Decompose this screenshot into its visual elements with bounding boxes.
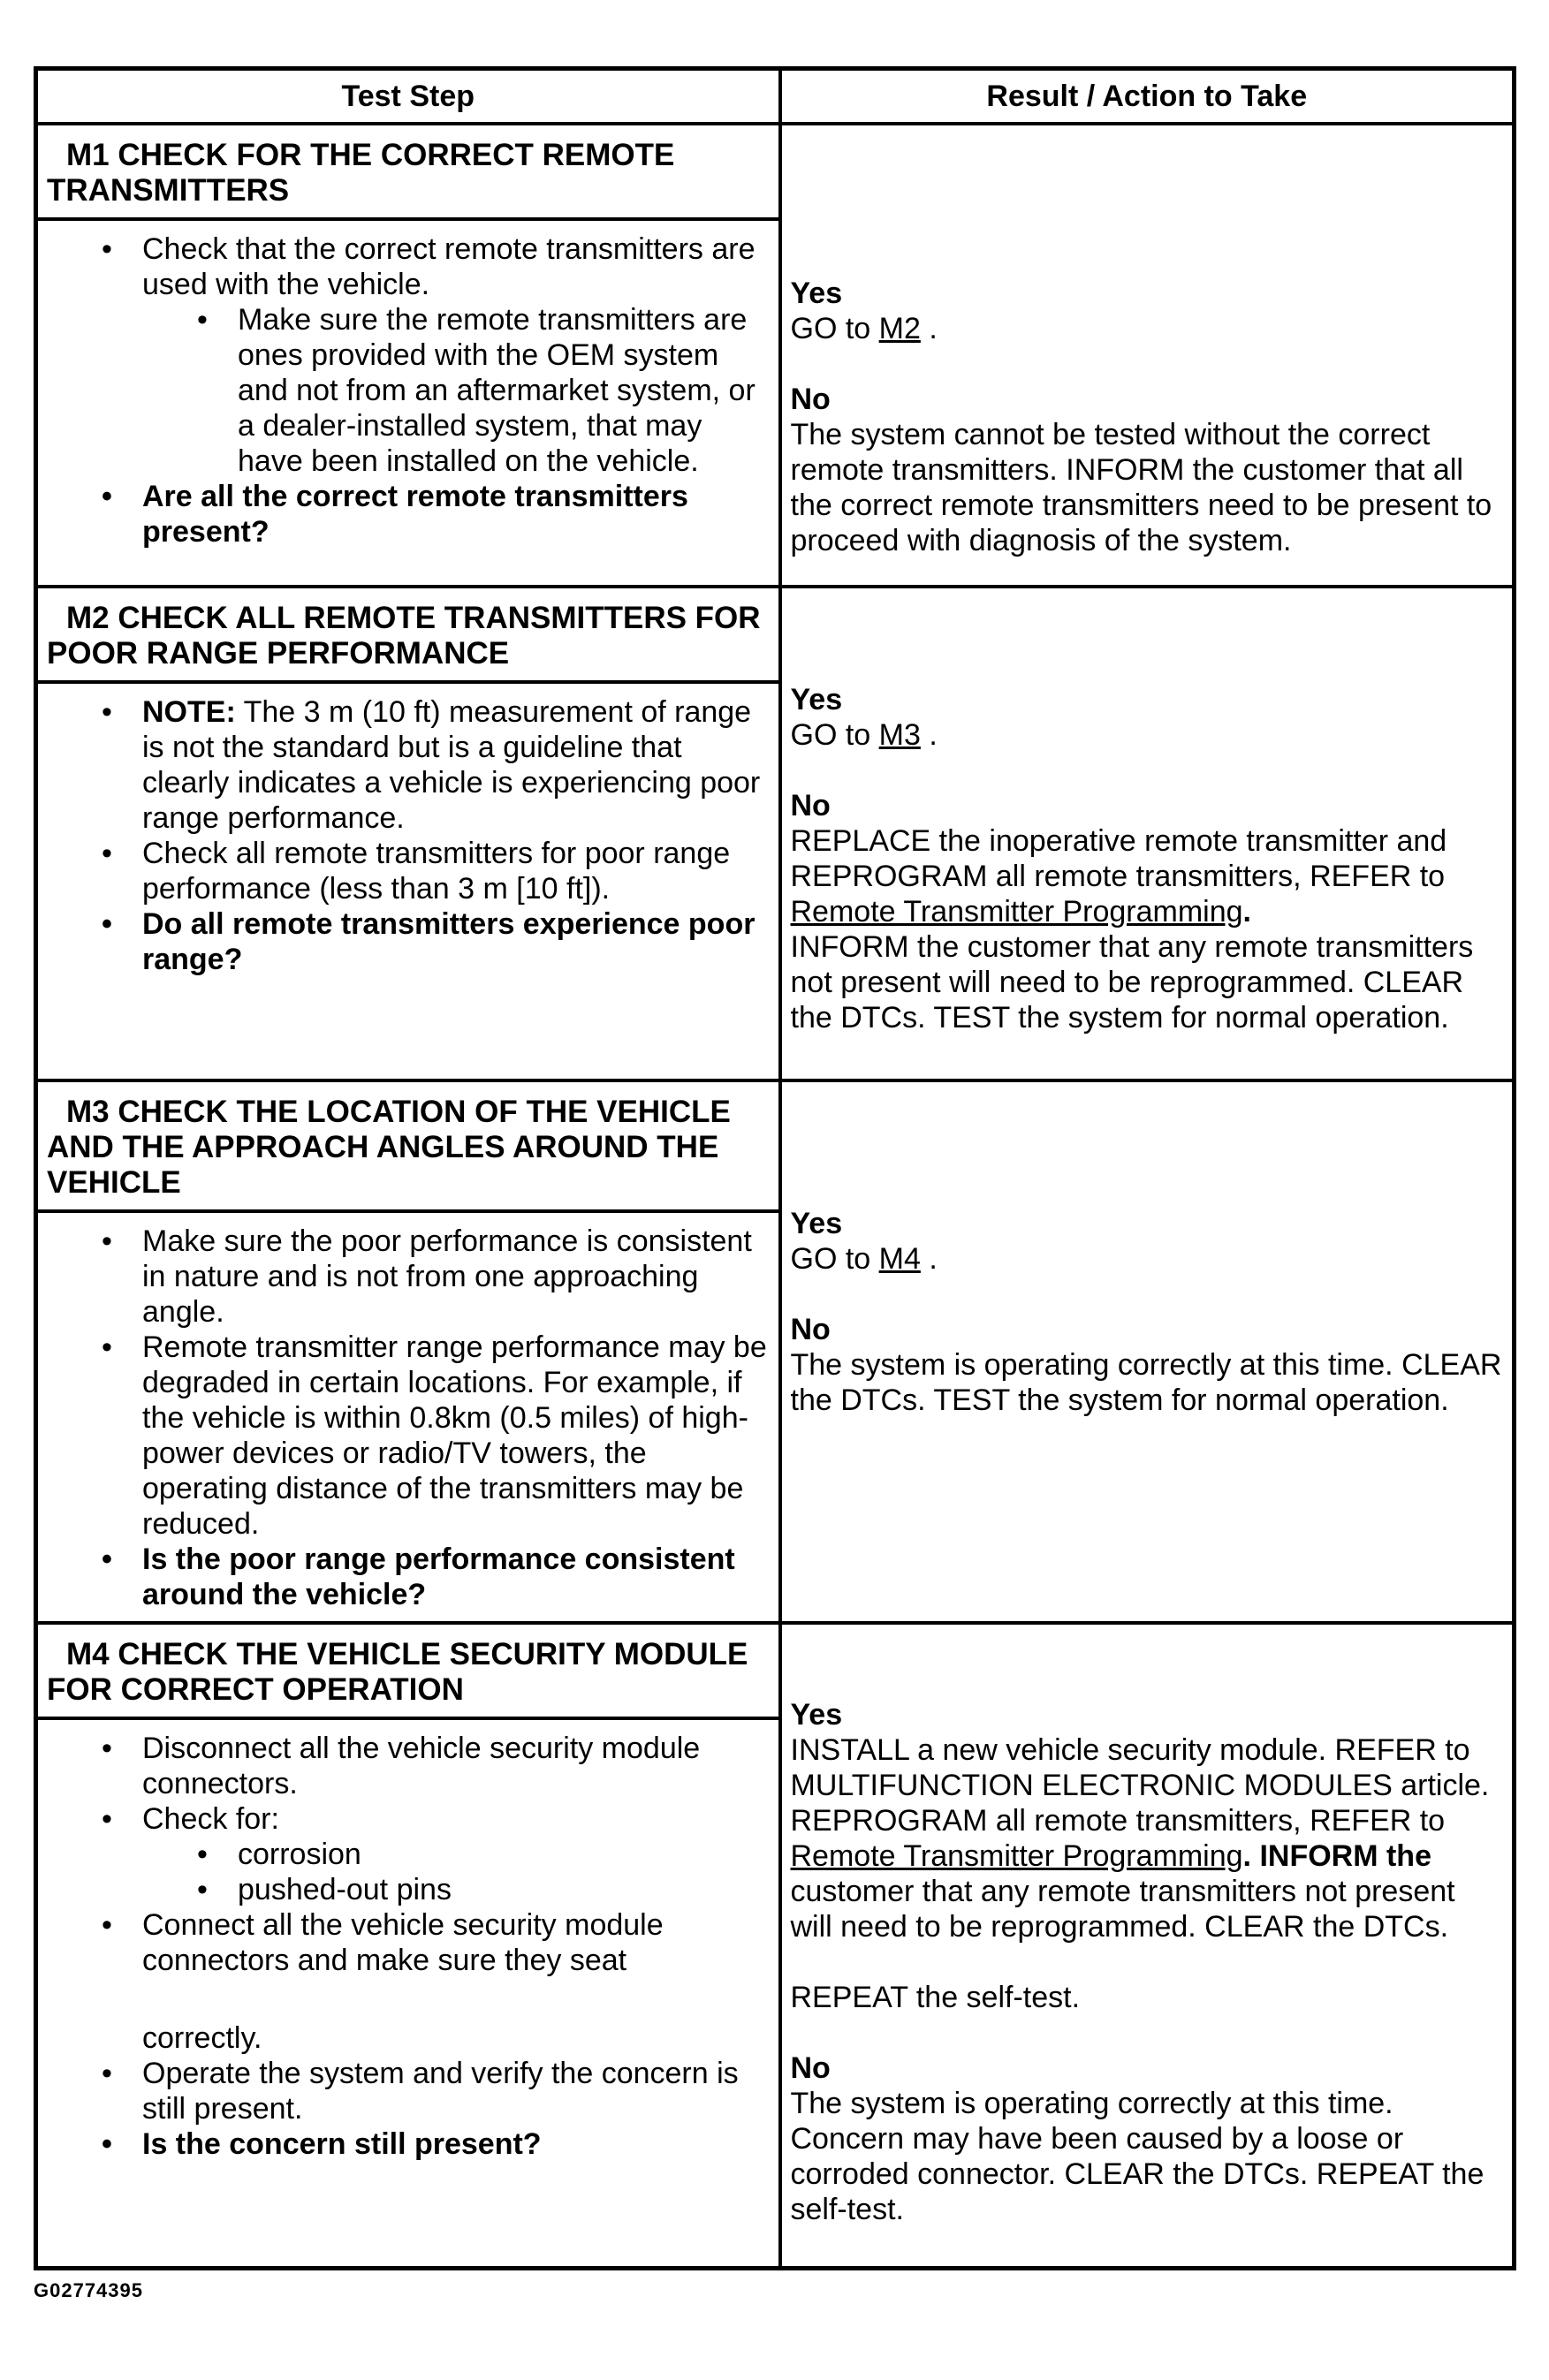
list-item	[38, 479, 771, 550]
list-item	[38, 1801, 771, 1907]
list-item	[38, 694, 771, 836]
step-question: Are all the correct remote transmitters present?	[142, 480, 688, 549]
step-question: Is the concern still present?	[142, 2127, 542, 2161]
no-label: No	[790, 383, 831, 416]
action-text: GO to	[790, 312, 879, 345]
step-cell-m1	[36, 124, 780, 587]
yes-action-repeat: REPEAT the self-test.	[790, 1981, 1081, 2014]
diagnostic-table-page	[34, 66, 1512, 2270]
yes-action-inform: customer that any remote transmitters not present will need to be reprogrammed. CLEAR the DTCs.	[790, 1875, 1455, 1944]
step-text: Make sure the poor performance is consistent in nature and is not from one approaching angle.	[142, 1224, 752, 1329]
action-text: .	[920, 312, 938, 345]
no-action: The system cannot be tested without the correct remote transmitters. INFORM the customer that all the correct remote transmitters need to be present to proceed with diagnosis of the system.	[790, 418, 1492, 557]
step-body-m2	[38, 684, 778, 986]
step-cell-m4	[36, 1623, 780, 2269]
goto-m2-link[interactable]: M2	[878, 312, 921, 345]
step-text: correctly.	[142, 2021, 262, 2055]
yes-label: Yes	[790, 683, 843, 716]
no-action: The system is operating correctly at this time. CLEAR the DTCs. TEST the system for normal operation.	[790, 1348, 1502, 1417]
action-text: GO to	[790, 1242, 879, 1276]
step-question: Is the poor range performance consistent around the vehicle?	[142, 1542, 735, 1611]
no-label: No	[790, 2051, 831, 2085]
step-title-m2: M2 CHECK ALL REMOTE TRANSMITTERS FOR POOR RANGE PERFORMANCE	[38, 588, 778, 684]
list-item	[38, 1837, 771, 1872]
action-text: .	[920, 718, 938, 752]
yes-action	[791, 311, 1504, 346]
no-action	[791, 823, 1504, 929]
step-text: Operate the system and verify the concern is still present.	[142, 2057, 739, 2126]
step-text: corrosion	[238, 1838, 361, 1871]
step-text: pushed-out pins	[238, 1873, 452, 1906]
result-cell-m1	[780, 124, 1515, 587]
list-item	[38, 1330, 771, 1542]
result-action-header: Result / Action to Take	[780, 69, 1515, 125]
note-label: NOTE:	[142, 695, 236, 729]
list-item	[38, 836, 771, 906]
yes-action	[791, 1732, 1504, 1874]
table-header-row	[36, 69, 1515, 125]
step-text: Check that the correct remote transmitters are used with the vehicle.	[142, 232, 756, 301]
step-title-m4: M4 CHECK THE VEHICLE SECURITY MODULE FOR CORRECT OPERATION	[38, 1625, 778, 1720]
remote-transmitter-programming-link[interactable]: Remote Transmitter Programming	[790, 895, 1243, 929]
yes-label: Yes	[790, 1698, 843, 1732]
step-text: Remote transmitter range performance may be degraded in certain locations. For example, if the vehicle is within 0.8km (0.5 miles) of high-power devices or radio/TV towers, the operating distance of the transmitters may be reduced.	[142, 1330, 767, 1541]
action-text: INSTALL a new vehicle security module. REFER to MULTIFUNCTION ELECTRONIC MODULES article. REPROGRAM all remote transmitters, REFER to	[790, 1733, 1490, 1838]
no-action-inform: INFORM the customer that any remote transmitters not present will need to be reprogrammed. CLEAR the DTCs. TEST the system for normal operation.	[790, 930, 1474, 1035]
list-item	[38, 1224, 771, 1330]
step-row-m1	[36, 124, 1515, 587]
test-step-header: Test Step	[36, 69, 780, 125]
list-item	[38, 1542, 771, 1612]
pinpoint-test-table	[34, 66, 1516, 2270]
step-text: Make sure the remote transmitters are ones provided with the OEM system and not from an aftermarket system, or a dealer-installed system, that may have been installed on the vehicle.	[238, 303, 756, 478]
no-label: No	[790, 1313, 831, 1346]
step-row-m4	[36, 1623, 1515, 2269]
result-cell-m3	[780, 1080, 1515, 1623]
step-row-m3	[36, 1080, 1515, 1623]
list-item	[38, 1907, 771, 2056]
step-text: Check all remote transmitters for poor range performance (less than 3 m [10 ft]).	[142, 837, 731, 906]
step-cell-m3	[36, 1080, 780, 1623]
step-text: Disconnect all the vehicle security module connectors.	[142, 1732, 701, 1800]
list-item	[38, 302, 771, 479]
step-cell-m2	[36, 587, 780, 1080]
step-body-m1	[38, 221, 778, 558]
list-item	[38, 231, 771, 479]
result-cell-m2	[780, 587, 1515, 1080]
figure-id: G02774395	[34, 2279, 143, 2301]
action-text: .	[1242, 895, 1251, 929]
yes-label: Yes	[790, 277, 843, 310]
yes-action	[791, 717, 1504, 753]
list-item	[38, 1731, 771, 1801]
list-item	[38, 2126, 771, 2162]
list-item	[38, 2056, 771, 2126]
step-body-m4	[38, 1720, 778, 2171]
action-text: .	[920, 1242, 938, 1276]
goto-m4-link[interactable]: M4	[878, 1242, 921, 1276]
yes-action	[791, 1241, 1504, 1277]
step-row-m2	[36, 587, 1515, 1080]
step-text: The 3 m (10 ft) measurement of range is not the standard but is a guideline that clearly indicates a vehicle is experiencing poor range performance.	[142, 695, 761, 835]
step-text: Connect all the vehicle security module connectors and make sure they seat	[142, 1908, 664, 1977]
step-title-m1: M1 CHECK FOR THE CORRECT REMOTE TRANSMITTERS	[38, 125, 778, 221]
list-item	[38, 1872, 771, 1907]
no-label: No	[790, 789, 831, 822]
step-question: Do all remote transmitters experience poor range?	[142, 907, 756, 976]
action-text: REPLACE the inoperative remote transmitter and REPROGRAM all remote transmitters, REFER to	[790, 824, 1447, 893]
step-text: Check for:	[142, 1802, 279, 1836]
action-text: . INFORM the	[1242, 1839, 1431, 1873]
list-item	[38, 906, 771, 977]
step-body-m3	[38, 1213, 778, 1621]
step-title-m3: M3 CHECK THE LOCATION OF THE VEHICLE AND THE APPROACH ANGLES AROUND THE VEHICLE	[38, 1082, 778, 1213]
result-cell-m4	[780, 1623, 1515, 2269]
goto-m3-link[interactable]: M3	[878, 718, 921, 752]
yes-label: Yes	[790, 1207, 843, 1240]
remote-transmitter-programming-link[interactable]: Remote Transmitter Programming	[790, 1839, 1243, 1873]
action-text: GO to	[790, 718, 879, 752]
no-action: The system is operating correctly at this time. Concern may have been caused by a loose or corroded connector. CLEAR the DTCs. REPEAT the self-test.	[790, 2087, 1484, 2226]
